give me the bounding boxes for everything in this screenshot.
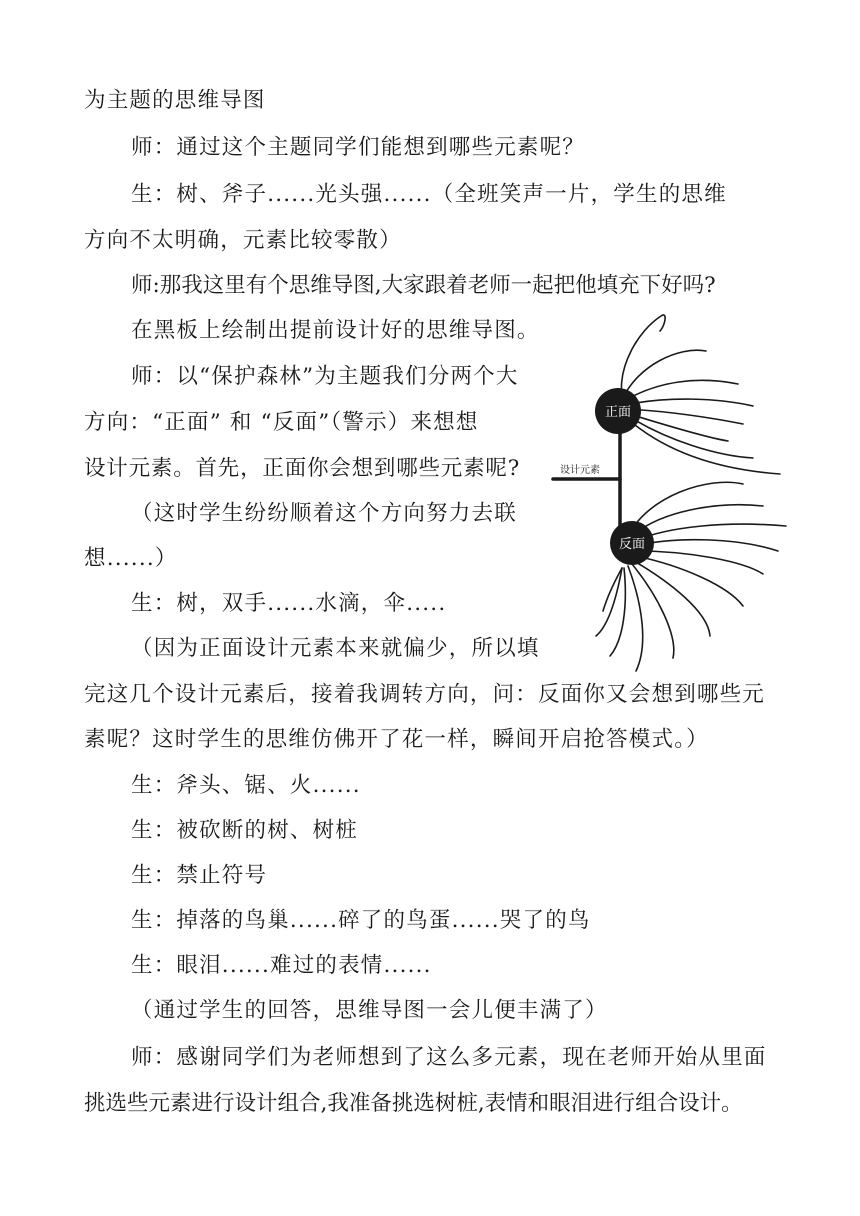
text-line: 师:那我这里有个思维导图,大家跟着老师一起把他填充下好吗? [131, 273, 716, 298]
branch-line [624, 380, 738, 401]
text-line: 生：斧头、锯、火...... [131, 773, 361, 798]
branch-line [625, 399, 753, 406]
branch-line [623, 350, 706, 398]
text-line: 素呢？这时学生的思维仿佛开了花一样，瞬间开启抢答模式。） [84, 727, 709, 752]
text-line: 师：感谢同学们为老师想到了这么多元素，现在老师开始从里面 [131, 1045, 767, 1070]
branch-line [634, 561, 710, 636]
branch-line [634, 540, 778, 551]
positive-node-label: 正面 [604, 405, 632, 420]
text-line: 设计元素。首先，正面你会想到哪些元素呢? [84, 456, 521, 481]
mind-map-svg [548, 306, 793, 678]
text-line: 师：通过这个主题同学们能想到哪些元素呢？ [131, 135, 586, 160]
text-line: 生：树、斧子......光头强......（全班笑声一片，学生的思维 [131, 182, 727, 207]
text-line: （因为正面设计元素本来就偏少，所以填 [131, 636, 540, 661]
text-line: 方向：“正面” 和 “反面”（警示）来想想 [84, 410, 479, 435]
branch-line [626, 413, 728, 441]
branch-line [636, 551, 763, 574]
mind-map-branches [553, 315, 786, 671]
text-line: 生：被砍断的树、树桩 [131, 818, 359, 843]
branch-line [596, 568, 622, 636]
branch-line [632, 564, 674, 658]
text-line: 想......） [84, 546, 178, 571]
text-line: 生：树，双手......水滴，伞..... [131, 591, 447, 616]
mind-map-center-label: 设计元素 [560, 465, 600, 476]
text-line: 在黑板上绘制出提前设计好的思维导图。 [131, 318, 540, 343]
text-line: 方向不太明确，元素比较零散） [84, 228, 402, 253]
mind-map-diagram [548, 306, 793, 678]
text-line: 挑选些元素进行设计组合,我准备挑选树桩,表情和眼泪进行组合设计。 [84, 1091, 743, 1116]
branch-line [621, 315, 665, 396]
branch-line [626, 409, 743, 424]
text-line: （这时学生纷纷顺着这个方向努力去联 [131, 501, 517, 526]
branch-line [610, 568, 625, 656]
negative-node-label: 反面 [618, 537, 646, 552]
text-line: （通过学生的回答，思维导图一会儿便丰满了） [131, 998, 608, 1023]
text-line: 完这几个设计元素后，接着我调转方向，问：反面你又会想到哪些元 [84, 682, 766, 707]
text-line: 生：禁止符号 [131, 863, 268, 888]
branch-line [628, 566, 643, 671]
text-line: 生：眼泪......难过的表情...... [131, 953, 432, 978]
text-line: 生：掉落的鸟巢......碎了的鸟蛋......哭了的鸟 [131, 908, 591, 933]
text-line: 师：以“保护森林”为主题我们分两个大 [131, 364, 519, 389]
branch-line [636, 556, 743, 606]
text-line: 为主题的思维导图 [84, 88, 266, 113]
